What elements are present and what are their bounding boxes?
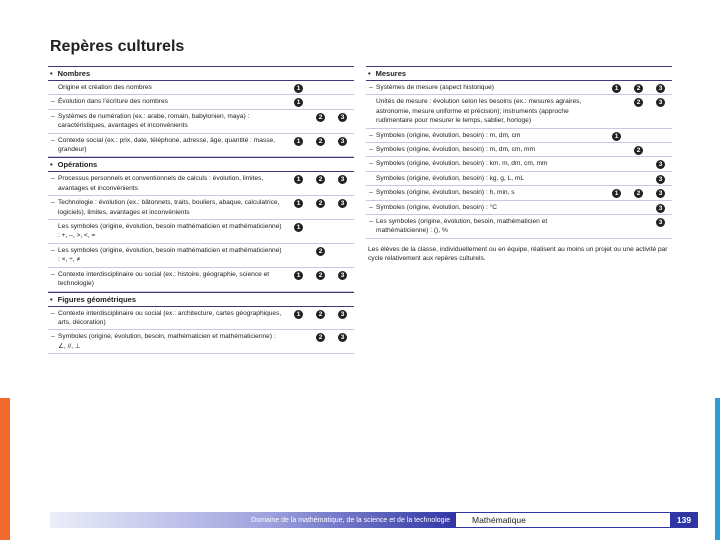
item-text: Symboles (origine, évolution, besoin) : h, min, s — [376, 189, 515, 197]
cycle-marks — [611, 175, 671, 185]
list-item — [48, 110, 354, 134]
footer — [50, 512, 698, 528]
item-dash: – — [51, 175, 55, 183]
list-item — [48, 95, 354, 109]
projects-note: Les élèves de la classe, individuellement ou en équipe, réalisent au moins un projet ou une activité par cycle relativement aux repères culturels. — [368, 245, 668, 263]
cycle-3-icon: 3 — [338, 310, 347, 319]
cycle-3-icon: 3 — [656, 84, 665, 93]
item-text: Les symboles (origine, évolution, besoin, mathématicien et mathématicienne) : (), % — [376, 218, 548, 235]
cycle-marks — [293, 84, 353, 94]
cycle-3-icon: 3 — [656, 175, 665, 184]
cycle-marks — [611, 132, 671, 142]
cycle-marks — [293, 113, 353, 123]
right-column — [366, 66, 672, 270]
cycle-1-icon: 1 — [294, 271, 303, 280]
cycle-2-icon: 2 — [316, 271, 325, 280]
cycle-marks — [293, 271, 353, 281]
section-heading — [48, 292, 354, 307]
cycle-marks — [293, 137, 353, 147]
cycle-marks — [293, 98, 353, 108]
cycle-3-icon: 3 — [338, 271, 347, 280]
cycle-marks — [293, 310, 353, 320]
cycle-marks — [611, 98, 671, 108]
cycle-3-icon: 3 — [656, 218, 665, 227]
cycle-3-icon: 3 — [338, 175, 347, 184]
cycle-3-icon: 3 — [338, 113, 347, 122]
footer-subject-label: Mathématique — [456, 512, 670, 528]
item-text: Contexte social (ex.: prix, date, téléphone, adresse, âge, quantité : masse, grandeur) — [58, 136, 275, 154]
cycle-marks — [611, 189, 671, 199]
cycle-1-icon: 1 — [612, 132, 621, 141]
list-item — [48, 268, 354, 292]
item-text: Symboles (origine, évolution, besoin) : °C — [376, 203, 498, 211]
item-text: Les symboles (origine, évolution, besoin mathématicien et mathématicienne) : ×, ÷, ≠ — [58, 246, 282, 264]
page-title: Repères culturels — [50, 38, 185, 55]
cycle-marks — [293, 333, 353, 343]
list-item — [366, 81, 672, 95]
cycle-marks — [293, 199, 353, 209]
cycle-2-icon: 2 — [634, 84, 643, 93]
cycle-3-icon: 3 — [656, 98, 665, 107]
section-heading — [48, 157, 354, 172]
cycle-marks — [611, 160, 671, 170]
cycle-2-icon: 2 — [316, 199, 325, 208]
cycle-marks — [611, 218, 671, 228]
cycle-1-icon: 1 — [294, 175, 303, 184]
bullet-icon: • — [50, 69, 53, 78]
list-item — [366, 215, 672, 239]
cycle-2-icon: 2 — [634, 98, 643, 107]
item-text: Systèmes de numération (ex.: arabe, romain, babylonien, maya) : caractéristiques, avantages et inconvénients — [58, 112, 250, 130]
list-item — [48, 330, 354, 354]
right-blue-edge-bar — [715, 398, 720, 540]
list-item — [366, 95, 672, 128]
item-dash: – — [51, 309, 55, 317]
cycle-2-icon: 2 — [316, 247, 325, 256]
cycle-1-icon: 1 — [294, 84, 303, 93]
cycle-marks — [611, 204, 671, 214]
item-dash: – — [369, 146, 373, 154]
section-heading — [366, 66, 672, 81]
item-dash: – — [51, 136, 55, 144]
item-dash: – — [369, 218, 373, 226]
cycle-2-icon: 2 — [316, 137, 325, 146]
cycle-3-icon: 3 — [338, 333, 347, 342]
item-dash: – — [369, 160, 373, 168]
cycle-marks — [293, 247, 353, 257]
section-heading-label: Nombres — [57, 69, 91, 78]
cycle-1-icon: 1 — [612, 84, 621, 93]
cycle-marks — [293, 223, 353, 233]
item-text: Les symboles (origine, évolution, besoin mathématicien et mathématicienne) : +, –, >, <, = — [58, 223, 282, 240]
section-heading-label: Mesures — [375, 69, 407, 78]
cycle-3-icon: 3 — [656, 160, 665, 169]
cycle-2-icon: 2 — [634, 146, 643, 155]
item-dash: – — [51, 333, 55, 341]
cycle-2-icon: 2 — [634, 189, 643, 198]
section-heading-label: Figures géométriques — [57, 294, 136, 304]
item-dash: – — [369, 84, 373, 91]
list-item — [366, 157, 672, 171]
cycle-1-icon: 1 — [294, 137, 303, 146]
list-item — [48, 196, 354, 220]
cycle-1-icon: 1 — [612, 189, 621, 198]
cycle-1-icon: 1 — [294, 199, 303, 208]
item-text: Processus personnels et conventionnels de calculs : évolution, limites, avantages et inconvénients — [58, 175, 264, 192]
footer-domain-label: Domaine de la mathématique, de la science et de la technologie — [50, 512, 456, 528]
item-dash: – — [51, 199, 55, 207]
bullet-icon: • — [50, 294, 53, 304]
left-column — [48, 66, 354, 354]
cycle-2-icon: 2 — [316, 113, 325, 122]
cycle-marks — [611, 146, 671, 156]
cycle-1-icon: 1 — [294, 310, 303, 319]
item-dash: – — [51, 98, 55, 106]
item-text: Symboles (origine, évolution, besoin, mathématicien et mathématicienne) : ∠, //, ⊥ — [58, 333, 276, 350]
item-text: Évolution dans l’écriture des nombres — [58, 98, 168, 106]
list-item — [366, 143, 672, 157]
list-item — [48, 307, 354, 331]
list-item — [48, 81, 354, 95]
section-heading — [48, 66, 354, 81]
cycle-3-icon: 3 — [338, 137, 347, 146]
item-dash: – — [369, 131, 373, 139]
list-item — [48, 172, 354, 196]
item-text: Contexte interdisciplinaire ou social (ex.: histoire, géographie, science et technologie) — [58, 270, 270, 288]
list-item — [366, 186, 672, 200]
list-item — [48, 244, 354, 268]
item-text: Symboles (origine, évolution, besoin) : m, dm, cm — [376, 131, 521, 139]
cycle-2-icon: 2 — [316, 175, 325, 184]
list-item — [366, 201, 672, 215]
left-orange-edge-bar — [0, 398, 10, 540]
cycle-1-icon: 1 — [294, 98, 303, 107]
item-text: Symboles (origine, évolution, besoin) : m, dm, cm, mm — [376, 146, 536, 154]
item-dash: – — [369, 203, 373, 211]
list-item — [48, 220, 354, 244]
cycle-1-icon: 1 — [294, 223, 303, 232]
page-number: 139 — [670, 512, 698, 528]
list-item — [366, 172, 672, 186]
item-dash: – — [51, 270, 55, 278]
bullet-icon: • — [368, 69, 371, 78]
item-text: Unités de mesure : évolution selon les besoins (ex.: mesures agraires, astronomie, mesure uniforme et précision); instruments (approche rudimentaire pour mesurer le temps, sablier, horloge) — [376, 98, 582, 125]
list-item — [366, 129, 672, 143]
item-text: Contexte interdisciplinaire ou social (ex.: architecture, cartes géographiques, arts, décoration) — [58, 309, 282, 326]
item-text: Symboles (origine, évolution, besoin) : km, m, dm, cm, mm — [376, 160, 548, 168]
list-item — [48, 134, 354, 158]
cycle-2-icon: 2 — [316, 310, 325, 319]
item-dash: – — [369, 189, 373, 197]
bullet-icon: • — [50, 160, 53, 170]
cycle-3-icon: 3 — [338, 199, 347, 208]
item-dash: – — [51, 246, 55, 254]
cycle-3-icon: 3 — [656, 189, 665, 198]
item-text: Origine et création des nombres — [58, 84, 152, 91]
section-heading-label: Opérations — [57, 160, 98, 170]
item-text: Symboles (origine, évolution, besoin) : kg, g, L, mL — [376, 174, 525, 182]
cycle-marks — [611, 84, 671, 94]
item-text: Technologie : évolution (ex.: bâtonnets, traits, bouliers, abaque, calculatrice, logiciels), limites, avantages et inconvénients — [58, 199, 280, 216]
item-dash: – — [51, 112, 55, 120]
cycle-marks — [293, 175, 353, 185]
cycle-3-icon: 3 — [656, 204, 665, 213]
cycle-2-icon: 2 — [316, 333, 325, 342]
item-text: Systèmes de mesure (aspect historique) — [376, 84, 495, 91]
